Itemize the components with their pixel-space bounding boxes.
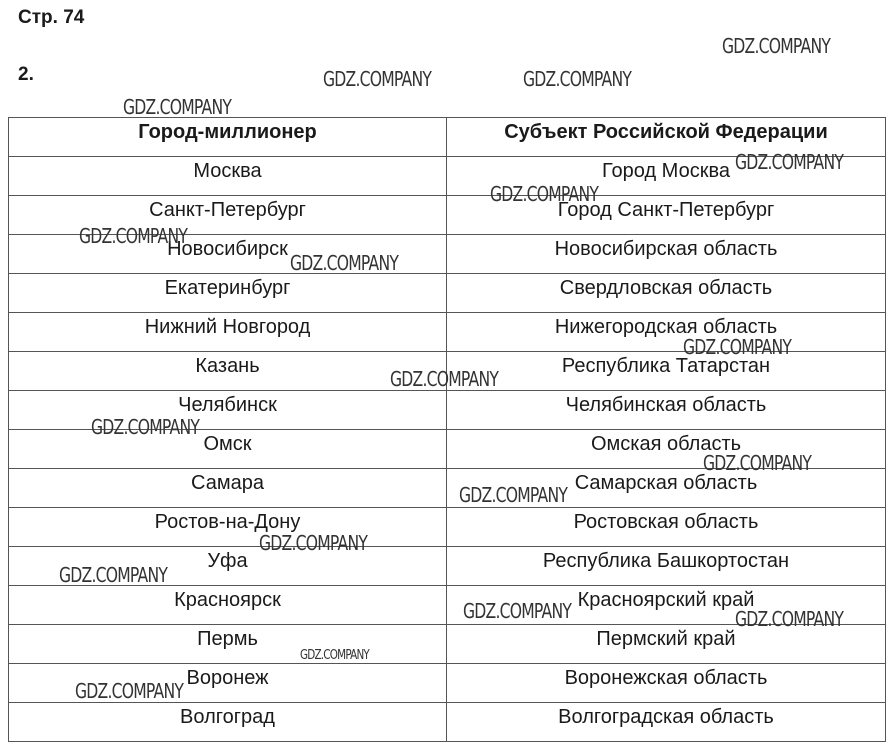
city-cell: Самара	[9, 469, 447, 508]
city-cell: Нижний Новгород	[9, 313, 447, 352]
region-cell: Новосибирская область	[447, 235, 886, 274]
watermark: GDZ.COMPANY	[463, 599, 572, 623]
table-row	[9, 235, 886, 274]
city-cell: Челябинск	[9, 391, 447, 430]
city-cell: Москва	[9, 157, 447, 196]
table-row	[9, 274, 886, 313]
city-cell: Пермь	[9, 625, 447, 664]
city-cell: Новосибирск	[9, 235, 447, 274]
region-cell: Республика Татарстан	[447, 352, 886, 391]
region-cell: Воронежская область	[447, 664, 886, 703]
table-row	[9, 352, 886, 391]
watermark: GDZ.COMPANY	[75, 679, 184, 703]
watermark: GDZ.COMPANY	[123, 95, 232, 119]
table-row	[9, 586, 886, 625]
table-row	[9, 625, 886, 664]
region-cell: Пермский край	[447, 625, 886, 664]
city-cell: Казань	[9, 352, 447, 391]
watermark: GDZ.COMPANY	[735, 150, 844, 174]
watermark: GDZ.COMPANY	[300, 648, 369, 663]
table-row	[9, 313, 886, 352]
region-cell: Ростовская область	[447, 508, 886, 547]
watermark: GDZ.COMPANY	[79, 224, 188, 248]
watermark: GDZ.COMPANY	[91, 415, 200, 439]
watermark: GDZ.COMPANY	[259, 531, 368, 555]
watermark: GDZ.COMPANY	[683, 335, 792, 359]
table-row	[9, 547, 886, 586]
header-region: Субъект Российской Федерации	[447, 118, 886, 157]
page-number: Стр. 74	[18, 7, 85, 28]
region-cell: Омская область	[447, 430, 886, 469]
table-row	[9, 508, 886, 547]
region-cell: Самарская область	[447, 469, 886, 508]
watermark: GDZ.COMPANY	[390, 367, 499, 391]
table-header-row	[9, 118, 886, 157]
table-row	[9, 196, 886, 235]
region-cell: Челябинская область	[447, 391, 886, 430]
watermark: GDZ.COMPANY	[290, 251, 399, 275]
city-cell: Воронеж	[9, 664, 447, 703]
task-number: 2.	[18, 64, 34, 85]
city-cell: Санкт-Петербург	[9, 196, 447, 235]
watermark: GDZ.COMPANY	[523, 67, 632, 91]
watermark: GDZ.COMPANY	[735, 607, 844, 631]
city-cell: Красноярск	[9, 586, 447, 625]
watermark: GDZ.COMPANY	[722, 34, 831, 58]
table-row	[9, 469, 886, 508]
watermark: GDZ.COMPANY	[490, 182, 599, 206]
table-row	[9, 430, 886, 469]
region-cell: Город Санкт-Петербург	[447, 196, 886, 235]
watermark: GDZ.COMPANY	[459, 483, 568, 507]
city-cell: Ростов-на-Дону	[9, 508, 447, 547]
watermark: GDZ.COMPANY	[703, 451, 812, 475]
region-cell: Красноярский край	[447, 586, 886, 625]
city-cell: Екатеринбург	[9, 274, 447, 313]
city-cell: Волгоград	[9, 703, 447, 742]
cities-table	[8, 117, 886, 742]
watermark: GDZ.COMPANY	[59, 563, 168, 587]
table-row	[9, 391, 886, 430]
table-row	[9, 157, 886, 196]
header-city: Город-миллионер	[9, 118, 447, 157]
region-cell: Свердловская область	[447, 274, 886, 313]
region-cell: Волгоградская область	[447, 703, 886, 742]
region-cell: Нижегородская область	[447, 313, 886, 352]
table-row	[9, 664, 886, 703]
region-cell: Город Москва	[447, 157, 886, 196]
watermark: GDZ.COMPANY	[323, 67, 432, 91]
region-cell: Республика Башкортостан	[447, 547, 886, 586]
city-cell: Уфа	[9, 547, 447, 586]
table-row	[9, 703, 886, 742]
city-cell: Омск	[9, 430, 447, 469]
